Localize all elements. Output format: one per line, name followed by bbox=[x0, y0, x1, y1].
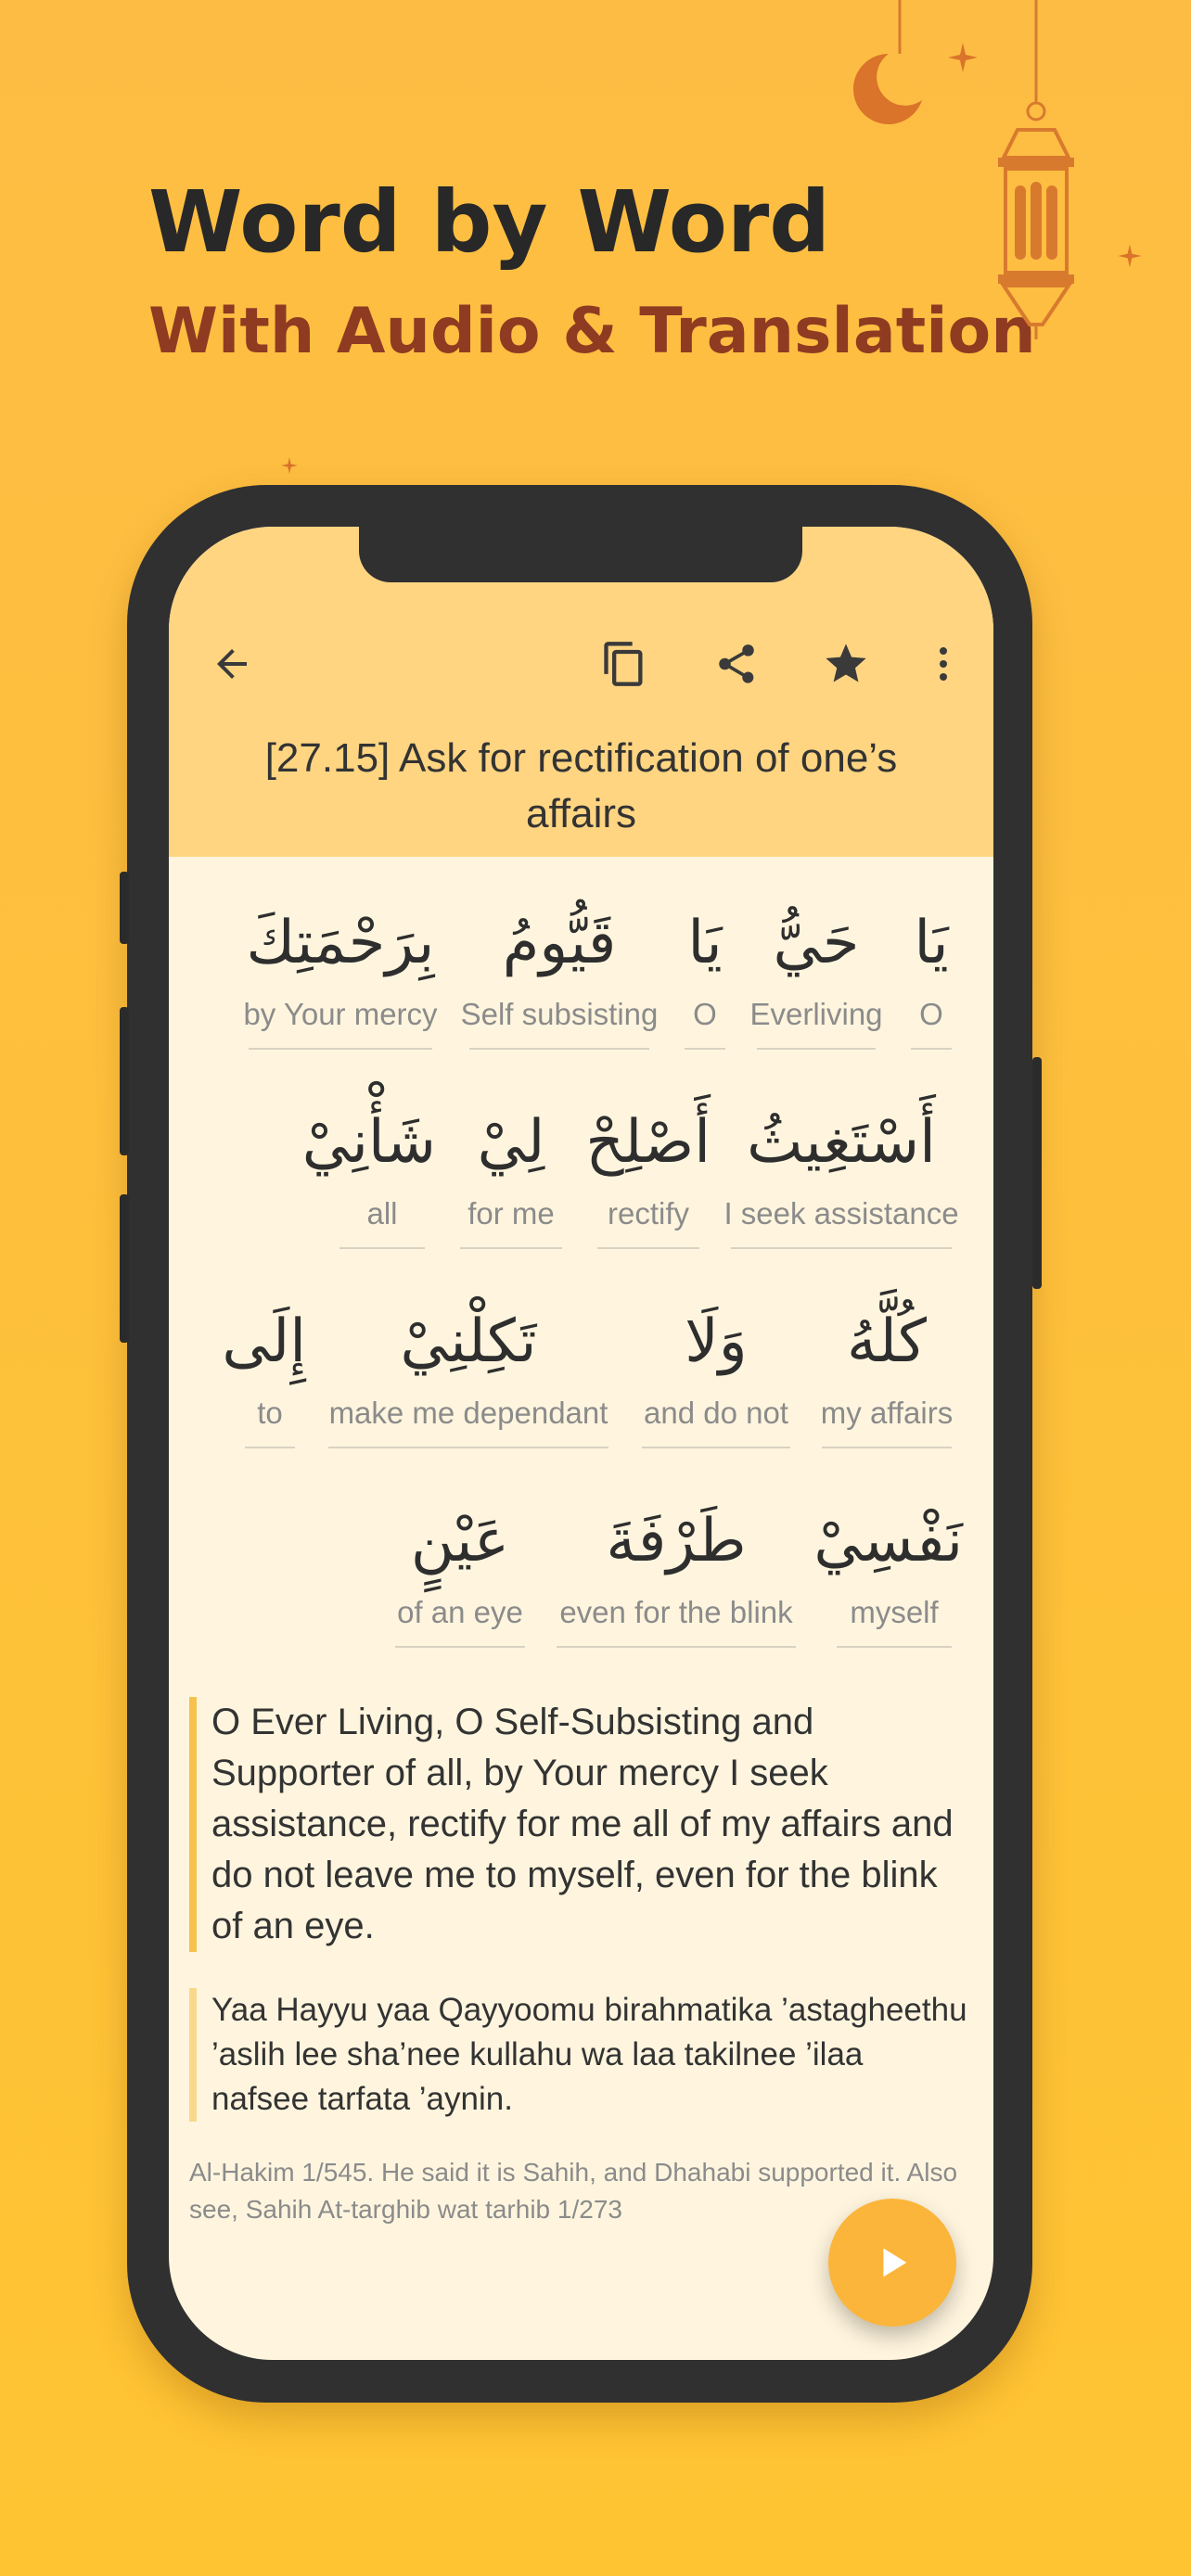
word-translation: rectify bbox=[607, 1196, 689, 1231]
word-underline bbox=[339, 1247, 425, 1249]
word-underline bbox=[597, 1247, 699, 1249]
word-arabic: قَيُّومُ bbox=[502, 909, 617, 977]
word-item[interactable] bbox=[813, 1490, 963, 1648]
word-arabic: أَسْتَغِيثُ bbox=[747, 1108, 936, 1177]
word-item[interactable] bbox=[746, 892, 887, 1050]
copy-icon bbox=[600, 640, 648, 688]
play-button[interactable] bbox=[828, 2199, 956, 2327]
transliteration-text: Yaa Hayyu yaa Qayyoomu birahmatika ’astagheethu ’aslih lee sha’nee kullahu wa laa takilnee ’ilaa nafsee tarfata ’aynin. bbox=[189, 1988, 968, 2122]
word-arabic: حَيُّ bbox=[773, 909, 860, 977]
word-arabic: وَلَا bbox=[685, 1307, 748, 1376]
word-item[interactable] bbox=[631, 1291, 801, 1448]
word-item[interactable] bbox=[449, 1091, 573, 1249]
phone-power-button bbox=[1032, 1057, 1042, 1289]
word-arabic: إِلَى bbox=[222, 1307, 306, 1376]
translation-text: O Ever Living, O Self-Subsisting and Supporter of all, by Your mercy I seek assistance, rectify for me all of my affairs and do not leave me to myself, even for the blink of an eye. bbox=[189, 1697, 968, 1952]
word-item[interactable] bbox=[458, 892, 660, 1050]
word-arabic: لِيْ bbox=[477, 1108, 545, 1177]
word-translation: by Your mercy bbox=[243, 997, 438, 1031]
word-arabic: كُلَّهُ bbox=[847, 1307, 927, 1376]
word-arabic: أَصْلِحْ bbox=[585, 1108, 711, 1177]
word-underline bbox=[557, 1646, 796, 1648]
arrow-left-icon bbox=[210, 642, 254, 686]
word-translation: and do not bbox=[644, 1396, 788, 1430]
word-translation: my affairs bbox=[820, 1396, 954, 1430]
word-underline bbox=[837, 1646, 952, 1648]
word-translation: to bbox=[257, 1396, 283, 1430]
share-icon bbox=[713, 641, 760, 687]
word-arabic: شَأْنِيْ bbox=[301, 1108, 436, 1177]
word-translation: make me dependant bbox=[328, 1396, 608, 1430]
word-underline bbox=[731, 1247, 952, 1249]
word-translation: O bbox=[919, 997, 943, 1031]
word-translation: for me bbox=[467, 1196, 555, 1231]
copy-button[interactable] bbox=[591, 631, 658, 697]
star-icon bbox=[822, 640, 870, 688]
word-underline bbox=[469, 1048, 649, 1050]
word-translation: O bbox=[693, 997, 717, 1031]
word-item[interactable] bbox=[720, 1091, 963, 1249]
word-item[interactable] bbox=[237, 892, 443, 1050]
more-options-button[interactable] bbox=[910, 631, 977, 697]
crescent-moon-icon bbox=[852, 0, 935, 139]
word-underline bbox=[395, 1646, 525, 1648]
word-underline bbox=[328, 1447, 608, 1448]
word-item[interactable] bbox=[586, 1091, 711, 1249]
share-button[interactable] bbox=[703, 631, 770, 697]
phone-screen bbox=[169, 527, 993, 2360]
word-translation: all bbox=[366, 1196, 398, 1231]
word-arabic: يَا bbox=[687, 909, 723, 977]
favorite-button[interactable] bbox=[813, 631, 879, 697]
word-translation: Self subsisting bbox=[460, 997, 659, 1031]
word-item[interactable] bbox=[900, 892, 963, 1050]
word-underline bbox=[460, 1247, 562, 1249]
word-translation: I seek assistance bbox=[724, 1196, 959, 1231]
word-arabic: نَفْسِيْ bbox=[813, 1507, 963, 1575]
phone-mute-switch bbox=[120, 872, 129, 944]
word-translation: even for the blink bbox=[559, 1595, 793, 1629]
word-item[interactable] bbox=[545, 1490, 807, 1648]
word-underline bbox=[757, 1048, 876, 1050]
reference-text: Al-Hakim 1/545. He said it is Sahih, and Dhahabi supported it. Also see, Sahih At-targhib wat tarhib 1/273 bbox=[189, 2158, 958, 2224]
word-underline bbox=[245, 1447, 295, 1448]
word-translation: myself bbox=[850, 1595, 939, 1629]
word-arabic: تَكِلْنِيْ bbox=[400, 1307, 537, 1376]
star-decoration-icon bbox=[1117, 243, 1143, 269]
word-underline bbox=[911, 1048, 952, 1050]
word-arabic: عَيْنٍ bbox=[410, 1507, 510, 1575]
word-arabic: طَرْفَةَ bbox=[606, 1507, 747, 1575]
word-underline bbox=[685, 1048, 725, 1050]
star-decoration-icon bbox=[280, 456, 299, 475]
back-button[interactable] bbox=[198, 631, 265, 697]
word-item[interactable] bbox=[222, 1291, 306, 1448]
verse-title: [27.15] Ask for rectification of one’s affairs bbox=[264, 735, 898, 836]
word-item[interactable] bbox=[673, 892, 736, 1050]
phone-notch bbox=[359, 527, 802, 582]
phone-volume-down-button bbox=[120, 1194, 129, 1343]
phone-volume-up-button bbox=[120, 1007, 129, 1155]
promo-title: Word by Word bbox=[148, 172, 831, 272]
play-icon bbox=[871, 2241, 914, 2284]
word-translation: Everliving bbox=[749, 997, 883, 1031]
word-arabic: يَا bbox=[914, 909, 949, 977]
word-item[interactable] bbox=[317, 1291, 620, 1448]
word-arabic: بِرَحْمَتِكَ bbox=[246, 909, 435, 977]
word-item[interactable] bbox=[384, 1490, 536, 1648]
star-decoration-icon bbox=[946, 41, 980, 74]
word-translation: of an eye bbox=[397, 1595, 523, 1629]
more-vert-icon bbox=[921, 642, 966, 686]
word-underline bbox=[249, 1048, 432, 1050]
word-item[interactable] bbox=[301, 1091, 436, 1249]
promo-subtitle: With Audio & Translation bbox=[148, 295, 1036, 368]
word-item[interactable] bbox=[811, 1291, 963, 1448]
lantern-icon bbox=[985, 0, 1087, 343]
word-underline bbox=[642, 1447, 790, 1448]
word-underline bbox=[822, 1447, 952, 1448]
